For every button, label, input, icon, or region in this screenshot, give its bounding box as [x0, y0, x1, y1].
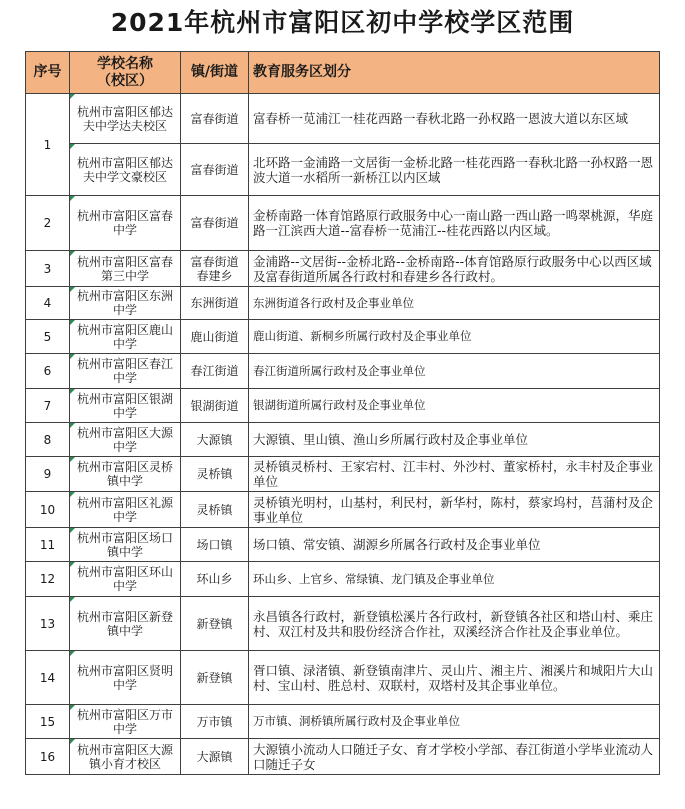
table-row	[26, 705, 660, 739]
row-number: 15	[26, 705, 70, 739]
school-name: 杭州市富阳区郁达夫中学达夫校区	[70, 94, 181, 144]
row-number: 6	[26, 354, 70, 389]
page-title: 2021年杭州市富阳区初中学校学区范围	[110, 8, 575, 37]
town-name: 新登镇	[181, 597, 249, 651]
school-name: 杭州市富阳区场口镇中学	[70, 528, 181, 562]
town-name: 灵桥镇	[181, 492, 249, 528]
header-number: 序号	[26, 52, 70, 94]
row-number: 7	[26, 389, 70, 423]
table-row	[26, 457, 660, 492]
table-row	[26, 354, 660, 389]
town-name: 富春街道	[181, 144, 249, 196]
table-header-row	[26, 52, 660, 94]
table-row	[26, 389, 660, 423]
table-row	[26, 144, 660, 196]
school-name: 杭州市富阳区灵桥镇中学	[70, 457, 181, 492]
row-number: 3	[26, 251, 70, 287]
service-area: 灵桥镇灵桥村、王家宕村、江丰村、外沙村、董家桥村，永丰村及企事业单位	[249, 457, 660, 492]
town-name: 大源镇	[181, 739, 249, 775]
table-row	[26, 94, 660, 144]
service-area: 环山乡、上官乡、常绿镇、龙门镇及企事业单位	[249, 562, 660, 597]
service-area: 大源镇小流动人口随迁子女、育才学校小学部、春江街道小学毕业流动人口随迁子女	[249, 739, 660, 775]
service-area: 金桥南路一体育馆路原行政服务中心一南山路一西山路一鸣翠桃源，华庭路一江滨西大道--富春桥一苋浦江--桂花西路以内区域。	[249, 196, 660, 251]
row-number: 5	[26, 320, 70, 354]
service-area: 富春桥一苋浦江一桂花西路一春秋北路一孙权路一恩波大道以东区域	[249, 94, 660, 144]
service-area: 场口镇、常安镇、湖源乡所属各行政村及企事业单位	[249, 528, 660, 562]
town-name: 万市镇	[181, 705, 249, 739]
town-name: 银湖街道	[181, 389, 249, 423]
service-area: 春江街道所属行政村及企事业单位	[249, 354, 660, 389]
town-name: 富春街道	[181, 196, 249, 251]
town-name: 东洲街道	[181, 287, 249, 320]
table-row	[26, 251, 660, 287]
town-name: 富春街道 春建乡	[181, 251, 249, 287]
school-name: 杭州市富阳区富春第三中学	[70, 251, 181, 287]
school-name: 杭州市富阳区东洲中学	[70, 287, 181, 320]
town-name: 新登镇	[181, 651, 249, 705]
table-row	[26, 597, 660, 651]
school-name: 杭州市富阳区大源镇小育才校区	[70, 739, 181, 775]
service-area: 鹿山街道、新桐乡所属行政村及企事业单位	[249, 320, 660, 354]
town-name: 鹿山街道	[181, 320, 249, 354]
row-number: 1	[26, 94, 70, 196]
row-number: 10	[26, 492, 70, 528]
school-name: 杭州市富阳区大源中学	[70, 423, 181, 457]
table-row	[26, 287, 660, 320]
school-name: 杭州市富阳区春江中学	[70, 354, 181, 389]
table-row	[26, 739, 660, 775]
town-name: 场口镇	[181, 528, 249, 562]
table-row	[26, 423, 660, 457]
header-service-area: 教育服务区划分	[249, 52, 660, 94]
row-number: 11	[26, 528, 70, 562]
school-name: 杭州市富阳区鹿山中学	[70, 320, 181, 354]
service-area: 银湖街道所属行政村及企事业单位	[249, 389, 660, 423]
town-name: 大源镇	[181, 423, 249, 457]
town-name: 春江街道	[181, 354, 249, 389]
service-area: 灵桥镇光明村，山基村，利民村，新华村，陈村，蔡家坞村，莒蒲村及企事业单位	[249, 492, 660, 528]
row-number: 12	[26, 562, 70, 597]
row-number: 9	[26, 457, 70, 492]
table-row	[26, 320, 660, 354]
service-area: 东洲街道各行政村及企事业单位	[249, 287, 660, 320]
town-name: 环山乡	[181, 562, 249, 597]
row-number: 14	[26, 651, 70, 705]
row-number: 13	[26, 597, 70, 651]
town-name: 富春街道	[181, 94, 249, 144]
row-number: 4	[26, 287, 70, 320]
school-name: 杭州市富阳区新登镇中学	[70, 597, 181, 651]
school-district-table	[25, 51, 660, 775]
school-name: 杭州市富阳区贤明中学	[70, 651, 181, 705]
service-area: 北环路一金浦路一文居街一金桥北路一桂花西路一春秋北路一孙权路一恩波大道一水稻所一新桥江以内区域	[249, 144, 660, 196]
school-name: 杭州市富阳区环山中学	[70, 562, 181, 597]
table-row	[26, 651, 660, 705]
school-name: 杭州市富阳区万市中学	[70, 705, 181, 739]
table-row	[26, 492, 660, 528]
school-name: 杭州市富阳区银湖中学	[70, 389, 181, 423]
town-name: 灵桥镇	[181, 457, 249, 492]
school-name: 杭州市富阳区富春中学	[70, 196, 181, 251]
table-row	[26, 196, 660, 251]
service-area: 永昌镇各行政村，新登镇松溪片各行政村，新登镇各社区和塔山村、乘庄村、双江村及共和股份经济合作社，双溪经济合作社及企事业单位。	[249, 597, 660, 651]
table-row	[26, 562, 660, 597]
service-area: 金浦路--文居街--金桥北路--金桥南路--体育馆路原行政服务中心以西区域及富春街道所属各行政村和春建乡各行政村。	[249, 251, 660, 287]
header-school: 学校名称 （校区）	[70, 52, 181, 94]
row-number: 16	[26, 739, 70, 775]
row-number: 8	[26, 423, 70, 457]
table-row	[26, 528, 660, 562]
header-town: 镇/街道	[181, 52, 249, 94]
school-name: 杭州市富阳区礼源中学	[70, 492, 181, 528]
school-name: 杭州市富阳区郁达夫中学文豪校区	[70, 144, 181, 196]
service-area: 大源镇、里山镇、渔山乡所属行政村及企事业单位	[249, 423, 660, 457]
service-area: 胥口镇、渌渚镇、新登镇南津片、灵山片、湘主片、湘溪片和城阳片大山村、宝山村、胜总村、双联村，双塔村及其企事业单位。	[249, 651, 660, 705]
row-number: 2	[26, 196, 70, 251]
service-area: 万市镇、洞桥镇所属行政村及企事业单位	[249, 705, 660, 739]
